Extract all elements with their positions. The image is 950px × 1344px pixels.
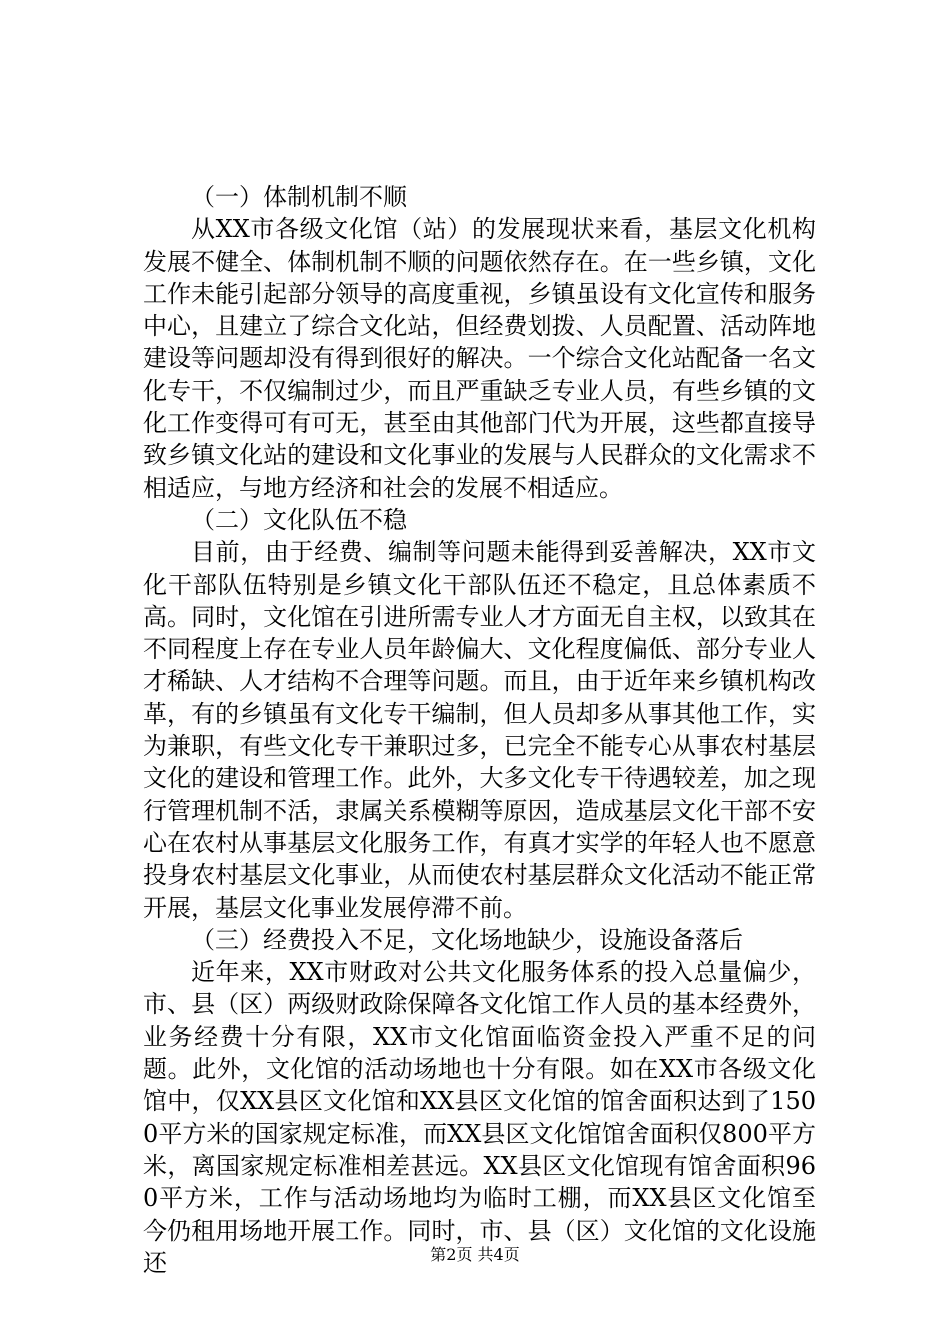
body-paragraph-3: 近年来，XX市财政对公共文化服务体系的投入总量偏少，市、县（区）两级财政除保障各文化馆工作人员的基本经费外，业务经费十分有限，XX市文化馆面临资金投入严重不足的问题。此外，文化馆的活动场地也十分有限。如在XX市各级文化馆中，仅XX县区文化馆和XX县区文化馆的馆舍面积达到了1500平方米的国家规定标准，而XX县区文化馆馆舍面积仅800平方米，离国家规定标准相差甚远。XX县区文化馆现有馆舍面积960平方米，工作与活动场地均为临时工棚，而XX县区文化馆至今仍租用场地开展工作。同时，市、县（区）文化馆的文化设施还 — [143, 958, 816, 1277]
section-heading-2: （二）文化队伍不稳 — [191, 505, 407, 534]
page-number-footer: 第2页 共4页 — [430, 1245, 520, 1264]
body-paragraph-1: 从XX市各级文化馆（站）的发展现状来看，基层文化机构发展不健全、体制机制不顺的问题依然存在。在一些乡镇，文化工作未能引起部分领导的高度重视，乡镇虽设有文化宣传和服务中心，且建立了综合文化站，但经费划拨、人员配置、活动阵地建设等问题却没有得到很好的解决。一个综合文化站配备一名文化专干，不仅编制过少，而且严重缺乏专业人员，有些乡镇的文化工作变得可有可无，甚至由其他部门代为开展，这些都直接导致乡镇文化站的建设和文化事业的发展与人民群众的文化需求不相适应，与地方经济和社会的发展不相适应。 — [143, 215, 816, 502]
document-body — [143, 181, 816, 1279]
body-paragraph-2: 目前，由于经费、编制等问题未能得到妥善解决，XX市文化干部队伍特别是乡镇文化干部队伍还不稳定，且总体素质不高。同时，文化馆在引进所需专业人才方面无自主权，以致其在不同程度上存在专业人员年龄偏大、文化程度偏低、部分专业人才稀缺、人才结构不合理等问题。而且，由于近年来乡镇机构改革，有的乡镇虽有文化专干编制，但人员却多从事其他工作，实为兼职，有些文化专干兼职过多，已完全不能专心从事农村基层文化的建设和管理工作。此外，大多文化专干待遇较差，加之现行管理机制不活，隶属关系模糊等原因，造成基层文化干部不安心在农村从事基层文化服务工作，有真才实学的年轻人也不愿意投身农村基层文化事业，从而使农村基层群众文化活动不能正常开展，基层文化事业发展停滞不前。 — [143, 538, 816, 922]
section-heading-1: （一）体制机制不顺 — [191, 183, 407, 211]
section-heading-3: （三）经费投入不足，文化场地缺少，设施设备落后 — [191, 925, 743, 954]
